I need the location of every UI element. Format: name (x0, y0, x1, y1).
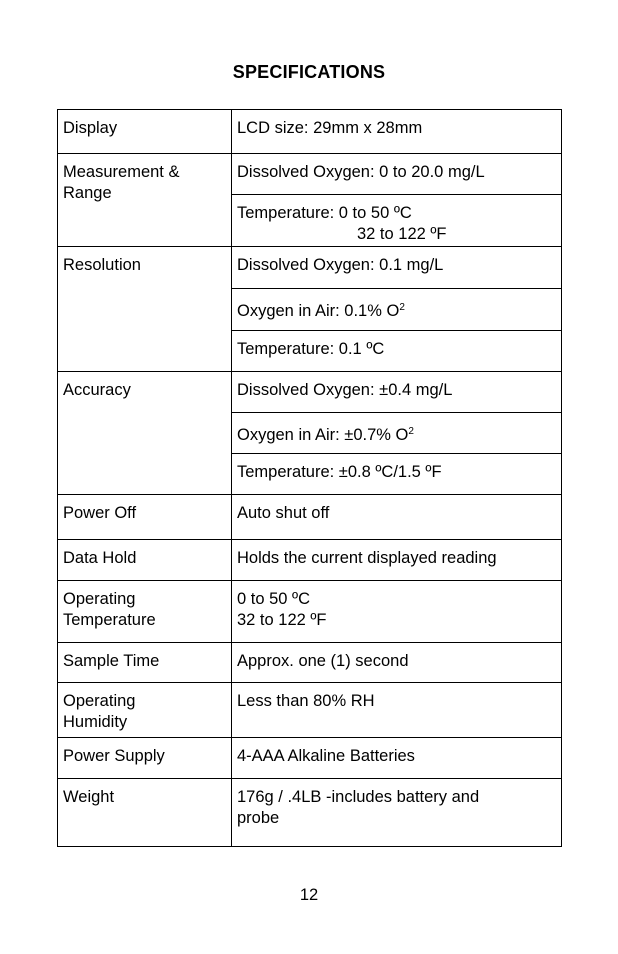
spec-label-line: Operating (63, 692, 136, 710)
spec-label: Accuracy (58, 372, 232, 495)
table-row-operating-temperature (58, 581, 562, 643)
subscript-2: 2 (408, 426, 414, 437)
spec-value (232, 581, 562, 643)
spec-value: LCD size: 29mm x 28mm (232, 110, 562, 154)
spec-value: 4-AAA Alkaline Batteries (232, 738, 562, 779)
table-row-sample-time (58, 643, 562, 683)
spec-value: Dissolved Oxygen: 0.1 mg/L (232, 247, 562, 289)
spec-value-line: 0 to 50 ºC (237, 590, 310, 608)
table-row-power-supply (58, 738, 562, 779)
spec-value (232, 413, 562, 454)
spec-value-text: Oxygen in Air: 0.1% O (237, 302, 400, 320)
spec-value-line: probe (237, 809, 280, 827)
spec-label: Display (58, 110, 232, 154)
table-row-data-hold (58, 540, 562, 581)
spec-label: Sample Time (58, 643, 232, 683)
spec-label (58, 581, 232, 643)
spec-value: Less than 80% RH (232, 683, 562, 738)
spec-value (232, 289, 562, 331)
spec-value: Holds the current displayed reading (232, 540, 562, 581)
spec-value (232, 779, 562, 847)
spec-value-line (237, 224, 556, 245)
spec-label-line: Measurement & (63, 163, 180, 181)
specifications-table (57, 109, 562, 847)
spec-value: Dissolved Oxygen: ±0.4 mg/L (232, 372, 562, 413)
spec-label: Resolution (58, 247, 232, 372)
spec-label (58, 683, 232, 738)
spec-value-line: 176g / .4LB -includes battery and (237, 788, 480, 806)
spec-value: Dissolved Oxygen: 0 to 20.0 mg/L (232, 154, 562, 195)
page-number: 12 (299, 886, 319, 904)
page-title: SPECIFICATIONS (232, 62, 386, 82)
table-row-weight (58, 779, 562, 847)
spec-label: Power Off (58, 495, 232, 540)
spec-value: Auto shut off (232, 495, 562, 540)
table-row-display (58, 110, 562, 154)
spec-value: Temperature: 0.1 ºC (232, 331, 562, 372)
spec-label: Power Supply (58, 738, 232, 779)
spec-label-line: Range (63, 184, 112, 202)
table-row-power-off (58, 495, 562, 540)
spec-value-text: Oxygen in Air: ±0.7% O (237, 426, 409, 444)
spec-label-line: Temperature (63, 611, 156, 629)
table-row-resolution (58, 247, 562, 289)
spec-value-indented: 32 to 122 ºF (357, 225, 447, 243)
table-row-accuracy (58, 372, 562, 413)
spec-label-line: Operating (63, 590, 136, 608)
table-row-operating-humidity (58, 683, 562, 738)
spec-label: Weight (58, 779, 232, 847)
table-row-measurement (58, 154, 562, 195)
spec-label: Data Hold (58, 540, 232, 581)
spec-value (232, 195, 562, 247)
spec-label (58, 154, 232, 247)
spec-value-line: Temperature: 0 to 50 ºC (237, 204, 412, 222)
subscript-2: 2 (399, 302, 405, 313)
spec-value: Approx. one (1) second (232, 643, 562, 683)
spec-label-line: Humidity (63, 713, 128, 731)
spec-value-line: 32 to 122 ºF (237, 611, 327, 629)
spec-value: Temperature: ±0.8 ºC/1.5 ºF (232, 454, 562, 495)
